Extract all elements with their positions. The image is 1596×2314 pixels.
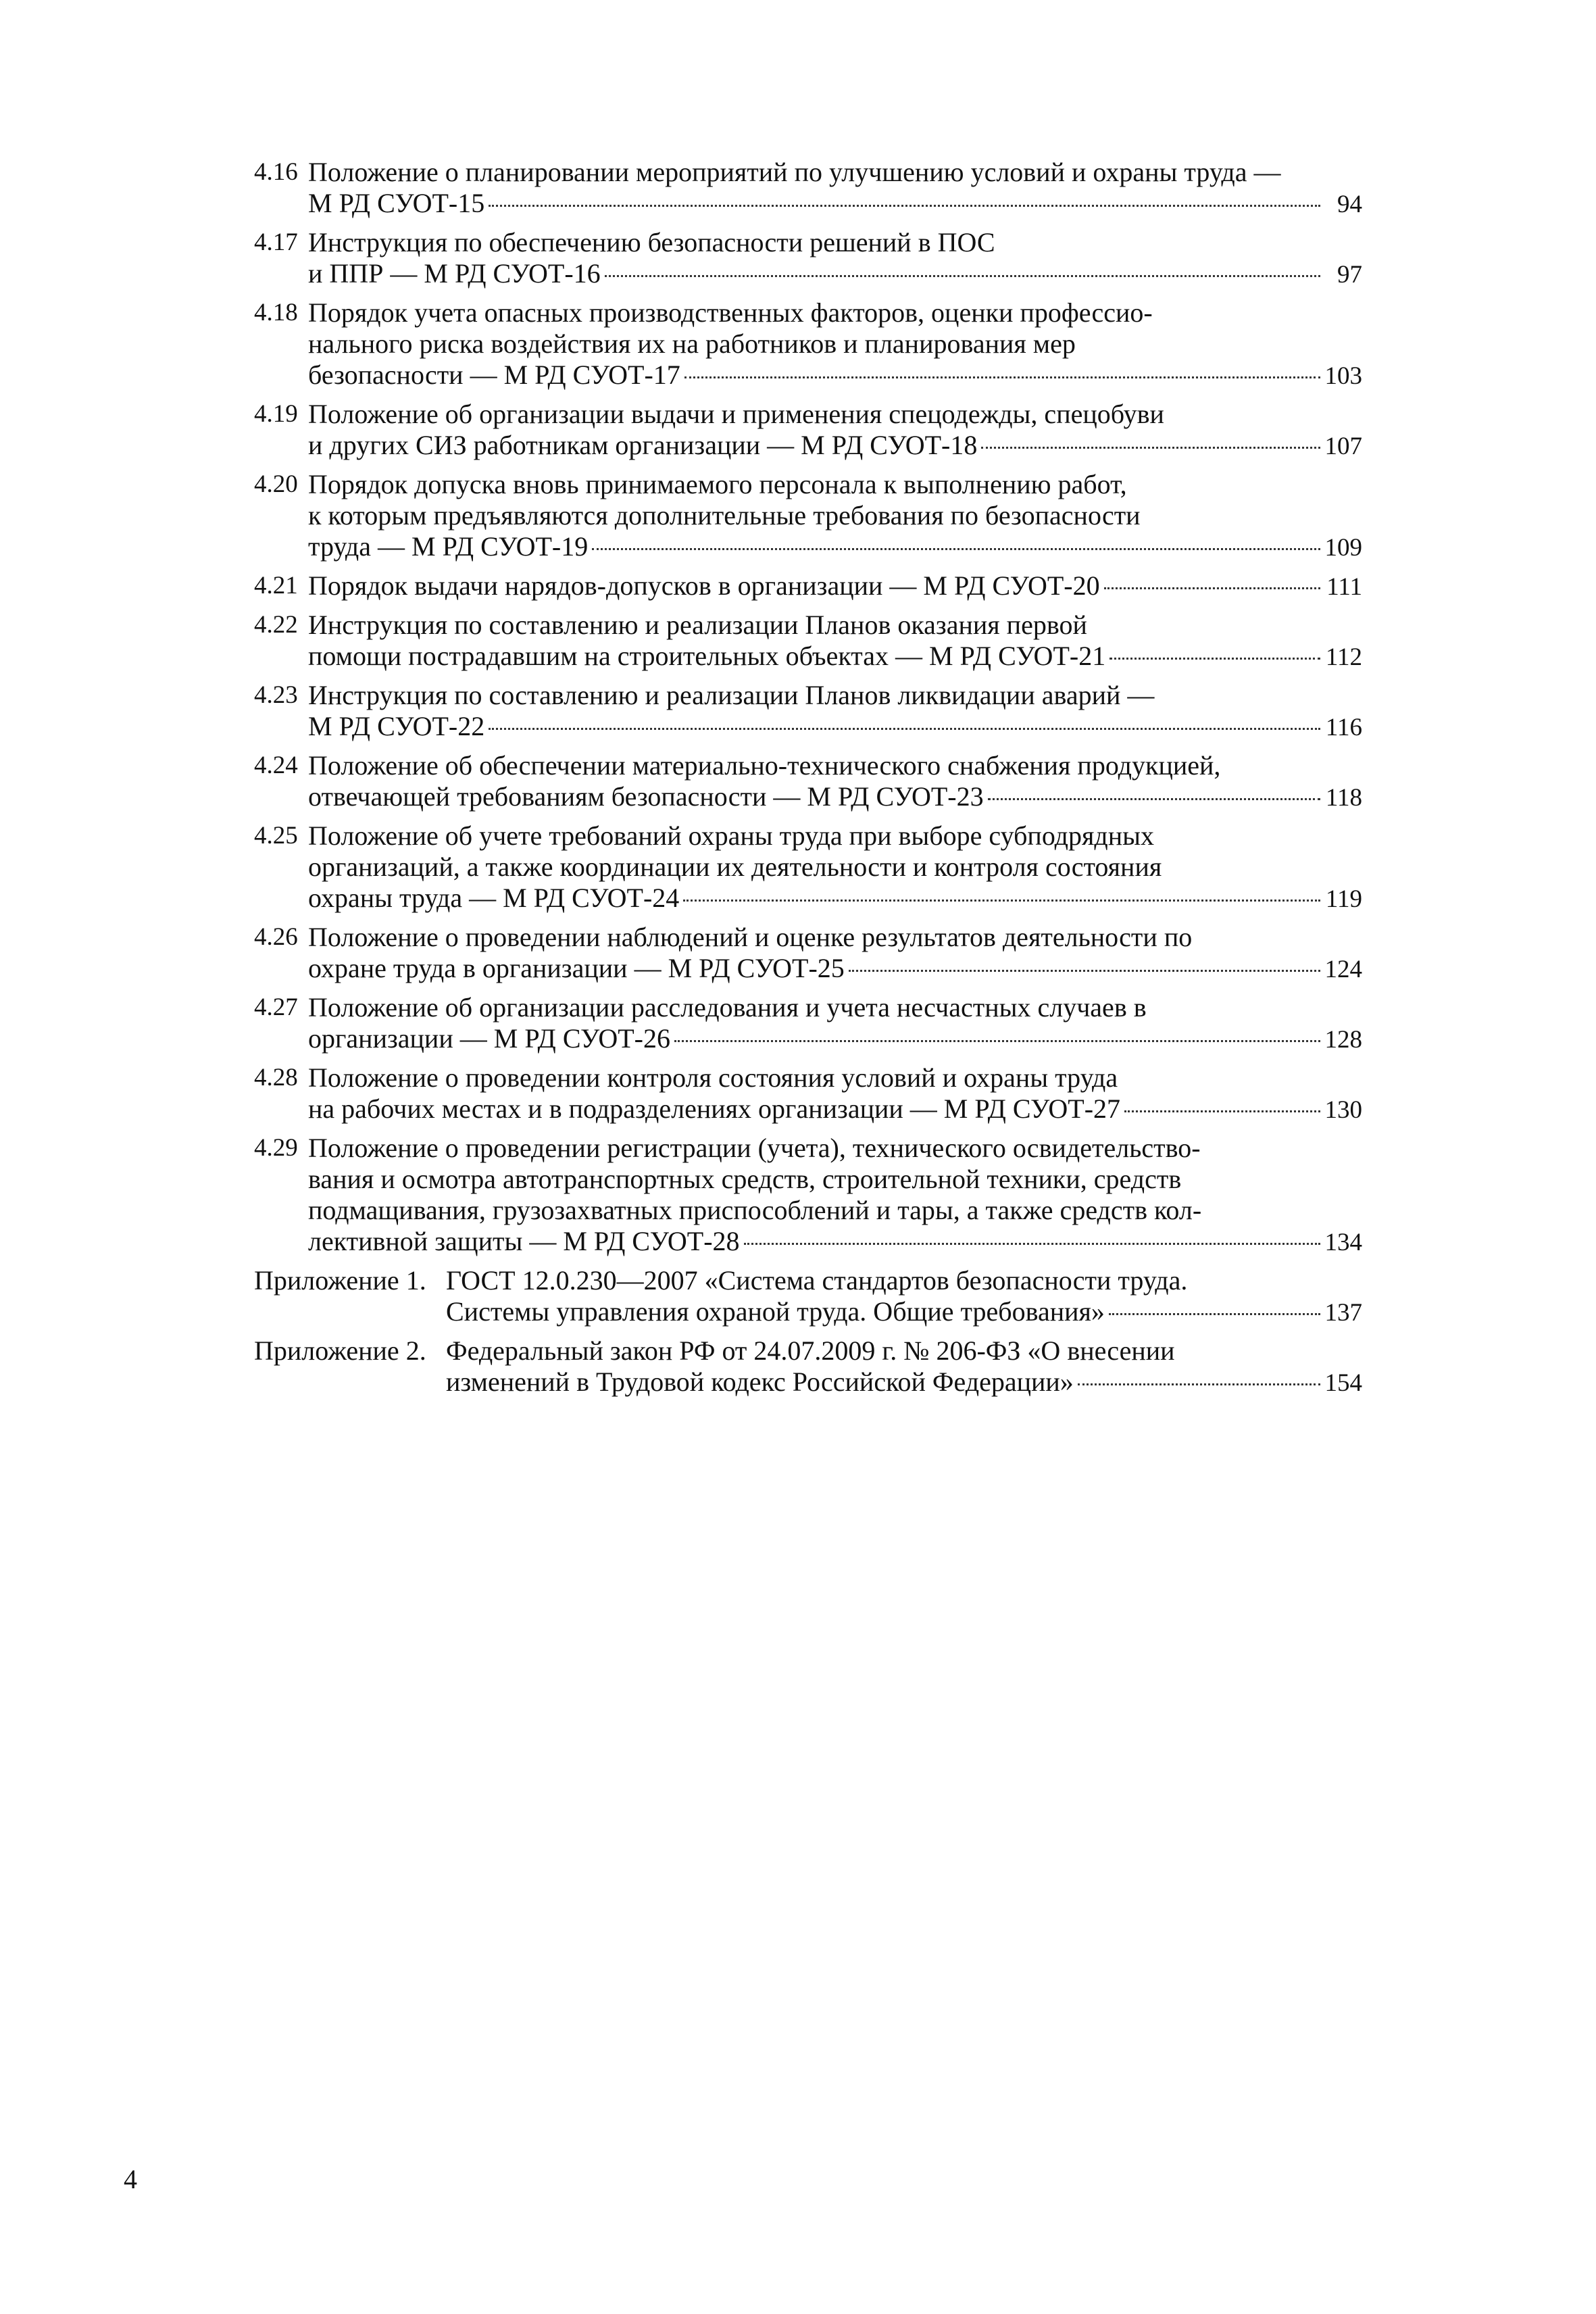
entry-title-line: Порядок допуска вновь принимаемого персонала к выполнению работ, [308, 469, 1127, 499]
toc-entry [254, 570, 1362, 603]
dot-leader [674, 1040, 1320, 1042]
entry-title [308, 157, 1362, 220]
dot-leader [1078, 1383, 1320, 1385]
entry-number: 4.22 [254, 611, 298, 639]
entry-number: 4.16 [254, 158, 298, 186]
entry-title-line: Системы управления охраной труда. Общие требования» [446, 1296, 1105, 1327]
entry-page-number: 154 [1324, 1369, 1362, 1397]
dot-leader [1109, 658, 1320, 660]
entry-last-line [308, 781, 1362, 814]
entry-last-line [308, 641, 1362, 673]
entry-title-line: Положение об организации расследования и учета несчастных случаев в [308, 992, 1147, 1023]
entry-title-line: на рабочих местах и в подразделениях организации — М РД СУОТ-27 [308, 1093, 1121, 1124]
entry-title-line: Положение о проведении регистрации (учета), технического освидетельство- [308, 1133, 1201, 1163]
entry-last-line [308, 1226, 1362, 1258]
entry-page-number: 111 [1326, 573, 1362, 601]
entry-page-number: 134 [1324, 1229, 1362, 1256]
entry-number: 4.20 [254, 470, 298, 498]
entry-number: 4.27 [254, 993, 298, 1021]
entry-title [308, 610, 1362, 673]
entry-page-number: 94 [1337, 191, 1362, 218]
dot-leader [592, 548, 1320, 550]
entry-title-line: Положение о проведении наблюдений и оценке результатов деятельности по [308, 922, 1193, 952]
entry-number: 4.19 [254, 400, 298, 428]
entry-page-number: 97 [1337, 261, 1362, 289]
entry-last-line [308, 430, 1362, 462]
entry-number: 4.21 [254, 572, 298, 599]
entry-title-line: организации — М РД СУОТ-26 [308, 1023, 670, 1054]
entry-title-line: охране труда в организации — М РД СУОТ-25 [308, 953, 845, 983]
entry-last-line [446, 1367, 1362, 1399]
entry-title-line: Положение о планировании мероприятий по улучшению условий и охраны труда — [308, 157, 1281, 187]
entry-page-number: 107 [1324, 433, 1362, 460]
entry-title-line: Положение о проведении контроля состояния условий и охраны труда [308, 1062, 1118, 1093]
entry-title [308, 227, 1362, 291]
entry-title [308, 570, 1362, 603]
dot-leader [489, 728, 1320, 730]
entry-title [308, 297, 1362, 392]
entry-number: 4.29 [254, 1134, 298, 1162]
entry-title [308, 399, 1362, 462]
entry-title-line: и других СИЗ работникам организации — М РД СУОТ-18 [308, 430, 978, 460]
entry-page-number: 109 [1324, 534, 1362, 562]
dot-leader [1104, 587, 1320, 589]
entry-title [308, 820, 1362, 915]
toc-entry [254, 1133, 1362, 1258]
entry-title [308, 1062, 1362, 1126]
entry-last-line [308, 883, 1362, 915]
dot-leader [683, 900, 1320, 902]
toc-entry [254, 922, 1362, 985]
entry-title-line: Инструкция по составлению и реализации Планов ликвидации аварий — [308, 680, 1155, 710]
entry-page-number: 119 [1325, 885, 1362, 913]
toc-entry [254, 157, 1362, 220]
entry-title-line: подмащивания, грузозахватных приспособлений и тары, а также средств кол- [308, 1195, 1202, 1225]
dot-leader [744, 1243, 1320, 1245]
entry-title-line: М РД СУОТ-22 [308, 711, 485, 741]
entry-last-line [446, 1296, 1362, 1329]
entry-title-line: Положение об организации выдачи и применения спецодежды, спецобуви [308, 399, 1164, 429]
entry-title [308, 680, 1362, 743]
toc-entry [254, 297, 1362, 392]
appendix-label: Приложение 2. [254, 1335, 426, 1366]
entry-title [308, 750, 1362, 814]
entry-title-line: Порядок учета опасных производственных факторов, оценки профессио- [308, 297, 1153, 328]
entry-number: 4.17 [254, 228, 298, 256]
toc-entry [254, 469, 1362, 564]
entry-number: 4.23 [254, 681, 298, 709]
toc-entry [254, 680, 1362, 743]
appendix-label: Приложение 1. [254, 1265, 426, 1296]
table-of-contents [254, 157, 1362, 1406]
entry-last-line [308, 953, 1362, 985]
entry-page-number: 116 [1325, 714, 1362, 741]
entry-title-line: изменений в Трудовой кодекс Российской Федерации» [446, 1367, 1074, 1397]
entry-title-line: Положение об обеспечении материально-технического снабжения продукцией, [308, 750, 1221, 781]
toc-entry [254, 399, 1362, 462]
entry-page-number: 128 [1324, 1026, 1362, 1054]
entry-title [308, 1133, 1362, 1258]
entry-title-line: и ППР — М РД СУОТ-16 [308, 258, 601, 289]
dot-leader [988, 798, 1320, 800]
entry-last-line [308, 1093, 1362, 1126]
toc-entry [254, 820, 1362, 915]
entry-title-line: труда — М РД СУОТ-19 [308, 531, 589, 562]
entry-title-line: ГОСТ 12.0.230—2007 «Система стандартов безопасности труда. [446, 1265, 1188, 1296]
entry-title [446, 1265, 1362, 1329]
entry-last-line [308, 258, 1362, 291]
toc-entry [254, 227, 1362, 291]
toc-entry [254, 610, 1362, 673]
toc-entry [254, 992, 1362, 1056]
entry-page-number: 118 [1325, 784, 1362, 812]
toc-appendix-entry [254, 1335, 1362, 1399]
entry-page-number: 124 [1324, 956, 1362, 983]
entry-number: 4.24 [254, 752, 298, 779]
entry-last-line [308, 188, 1362, 220]
entry-title-line: нального риска воздействия их на работников и планирования мер [308, 328, 1076, 359]
entry-title-line: Положение об учете требований охраны труда при выборе субподрядных [308, 820, 1155, 851]
dot-leader [489, 205, 1320, 207]
entry-page-number: 137 [1324, 1299, 1362, 1327]
entry-title-line: безопасности — М РД СУОТ-17 [308, 360, 680, 390]
entry-title [308, 922, 1362, 985]
page-number: 4 [124, 2164, 137, 2194]
entry-title-line: охраны труда — М РД СУОТ-24 [308, 883, 680, 913]
entry-last-line [308, 711, 1362, 743]
toc-entry [254, 1062, 1362, 1126]
dot-leader [849, 970, 1320, 972]
dot-leader [1109, 1313, 1320, 1315]
dot-leader [981, 447, 1320, 449]
entry-number: 4.28 [254, 1064, 298, 1091]
entry-title [446, 1335, 1362, 1399]
entry-title-line: Федеральный закон РФ от 24.07.2009 г. № 206-ФЗ «О внесении [446, 1335, 1175, 1366]
entry-number: 4.18 [254, 299, 298, 326]
entry-page-number: 103 [1324, 362, 1362, 390]
entry-last-line [308, 360, 1362, 392]
entry-title-line: отвечающей требованиям безопасности — М РД СУОТ-23 [308, 781, 984, 812]
entry-title-line: помощи пострадавшим на строительных объектах — М РД СУОТ-21 [308, 641, 1106, 671]
entry-number: 4.26 [254, 923, 298, 951]
entry-page-number: 130 [1324, 1096, 1362, 1124]
entry-title [308, 469, 1362, 564]
entry-title-line: Инструкция по обеспечению безопасности решений в ПОС [308, 227, 995, 257]
entry-title [308, 992, 1362, 1056]
entry-last-line [308, 1023, 1362, 1056]
entry-title-line: Порядок выдачи нарядов-допусков в организации — М РД СУОТ-20 [308, 570, 1100, 601]
dot-leader [605, 275, 1320, 277]
toc-appendix-entry [254, 1265, 1362, 1329]
entry-title-line: к которым предъявляются дополнительные требования по безопасности [308, 500, 1141, 531]
entry-title-line: Инструкция по составлению и реализации Планов оказания первой [308, 610, 1087, 640]
entry-title-line: М РД СУОТ-15 [308, 188, 485, 218]
entry-title-line: лективной защиты — М РД СУОТ-28 [308, 1226, 740, 1256]
entry-number: 4.25 [254, 822, 298, 850]
entry-last-line [308, 570, 1362, 603]
entry-last-line [308, 531, 1362, 564]
dot-leader [1124, 1110, 1320, 1112]
entry-title-line: вания и осмотра автотранспортных средств, строительной техники, средств [308, 1164, 1182, 1194]
toc-entry [254, 750, 1362, 814]
entry-title-line: организаций, а также координации их деятельности и контроля состояния [308, 852, 1162, 882]
entry-page-number: 112 [1325, 643, 1362, 671]
dot-leader [684, 376, 1320, 378]
